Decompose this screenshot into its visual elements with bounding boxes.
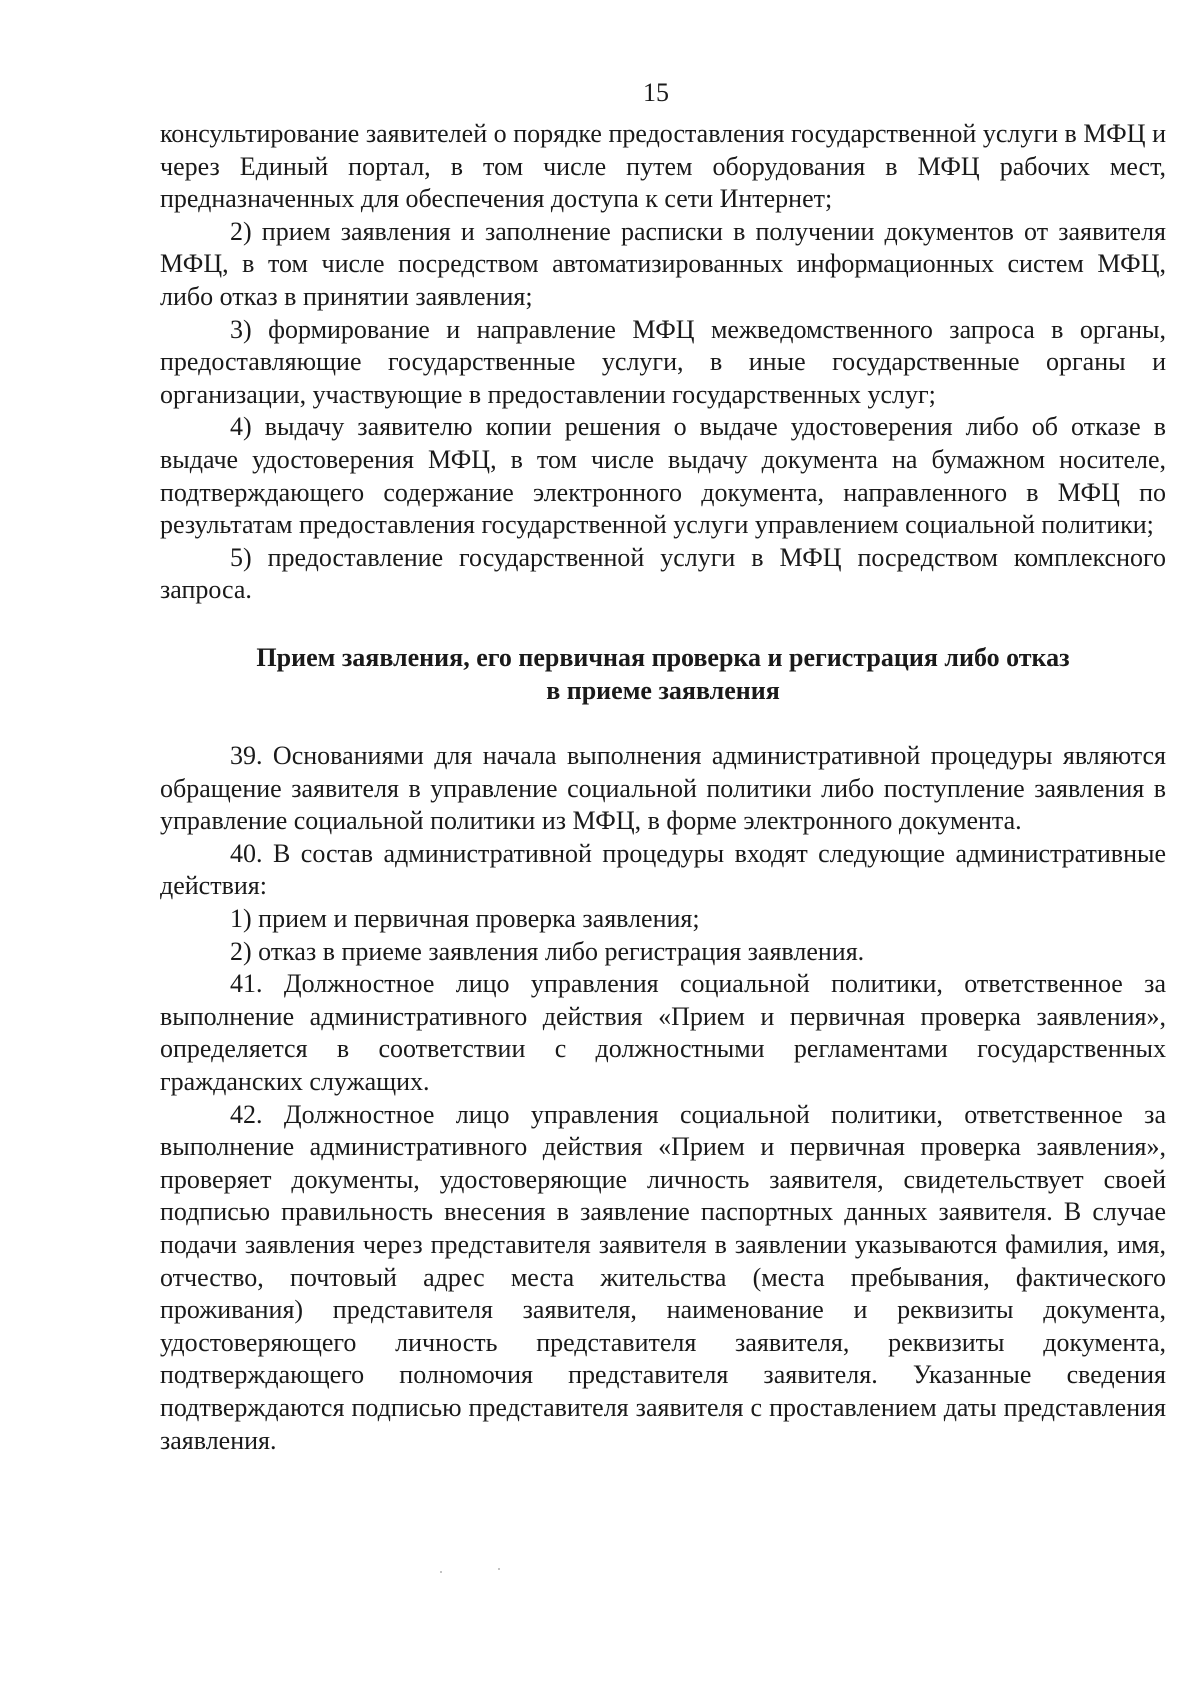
clause-40: 40. В состав административной процедуры входят следующие административные действия: [160, 838, 1166, 901]
clause-42: 42. Должностное лицо управления социальной политики, ответственное за выполнение административного действия «Прием и первичная проверка заявления», проверяет документы, удостоверяющие личность заявителя, свидетельствует своей подписью правильность внесения в заявление паспортных данных заявителя. В случае подачи заявления через представителя заявителя в заявлении указываются фамилия, имя, отчество, почтовый адрес места жительства (места пребывания, фактического проживания) представителя заявителя, наименование и реквизиты документа, удостоверяющего личность представителя заявителя, реквизиты документа, подтверждающего полномочия представителя заявителя. Указанные сведения подтверждаются подписью представителя заявителя с проставлением даты представления заявления. [160, 1099, 1166, 1455]
list-item-5: 5) предоставление государственной услуги в МФЦ посредством комплексного запроса. [160, 542, 1166, 605]
section-heading-line-2: в приеме заявления [546, 675, 780, 705]
paragraph-mfc-consulting: консультирование заявителей о порядке предоставления государственной услуги в МФЦ и через Единый портал, в том числе путем оборудования в МФЦ рабочих мест, предназначенных для обеспечения доступа к сети Интернет; [160, 119, 1166, 214]
clause-40-item-1: 1) прием и первичная проверка заявления; [230, 904, 700, 934]
list-item-3: 3) формирование и направление МФЦ межведомственного запроса в органы, предоставляющие государственные услуги, в иные государственные органы и организации, участвующие в предоставлении государственных услуг; [160, 314, 1166, 409]
clause-39: 39. Основаниями для начала выполнения административной процедуры являются обращение заявителя в управление социальной политики либо поступление заявления в управление социальной политики из МФЦ, в форме электронного документа. [160, 741, 1166, 836]
clause-40-item-2: 2) отказ в приеме заявления либо регистрация заявления. [230, 936, 865, 966]
section-heading-line-1: Прием заявления, его первичная проверка и регистрация либо отказ [256, 642, 1070, 672]
scan-artifact [440, 1568, 500, 1574]
document-body [160, 118, 1166, 1457]
clauses [160, 740, 1166, 1457]
list-top [160, 118, 1166, 607]
section-heading [160, 642, 1166, 707]
list-item-4: 4) выдачу заявителю копии решения о выдаче удостоверения либо об отказе в выдаче удостоверения МФЦ, в том числе выдачу документа на бумажном носителе, подтверждающего содержание электронного документа, направленного в МФЦ по результатам предоставления государственной услуги управлением социальной политики; [160, 412, 1166, 540]
page-number: 15 [643, 78, 669, 107]
clause-41: 41. Должностное лицо управления социальной политики, ответственное за выполнение административного действия «Прием и первичная проверка заявления», определяется в соответствии с должностными регламентами государственных гражданских служащих. [160, 969, 1166, 1097]
list-item-2: 2) прием заявления и заполнение расписки в получении документов от заявителя МФЦ, в том числе посредством автоматизированных информационных систем МФЦ, либо отказ в принятии заявления; [160, 216, 1166, 311]
